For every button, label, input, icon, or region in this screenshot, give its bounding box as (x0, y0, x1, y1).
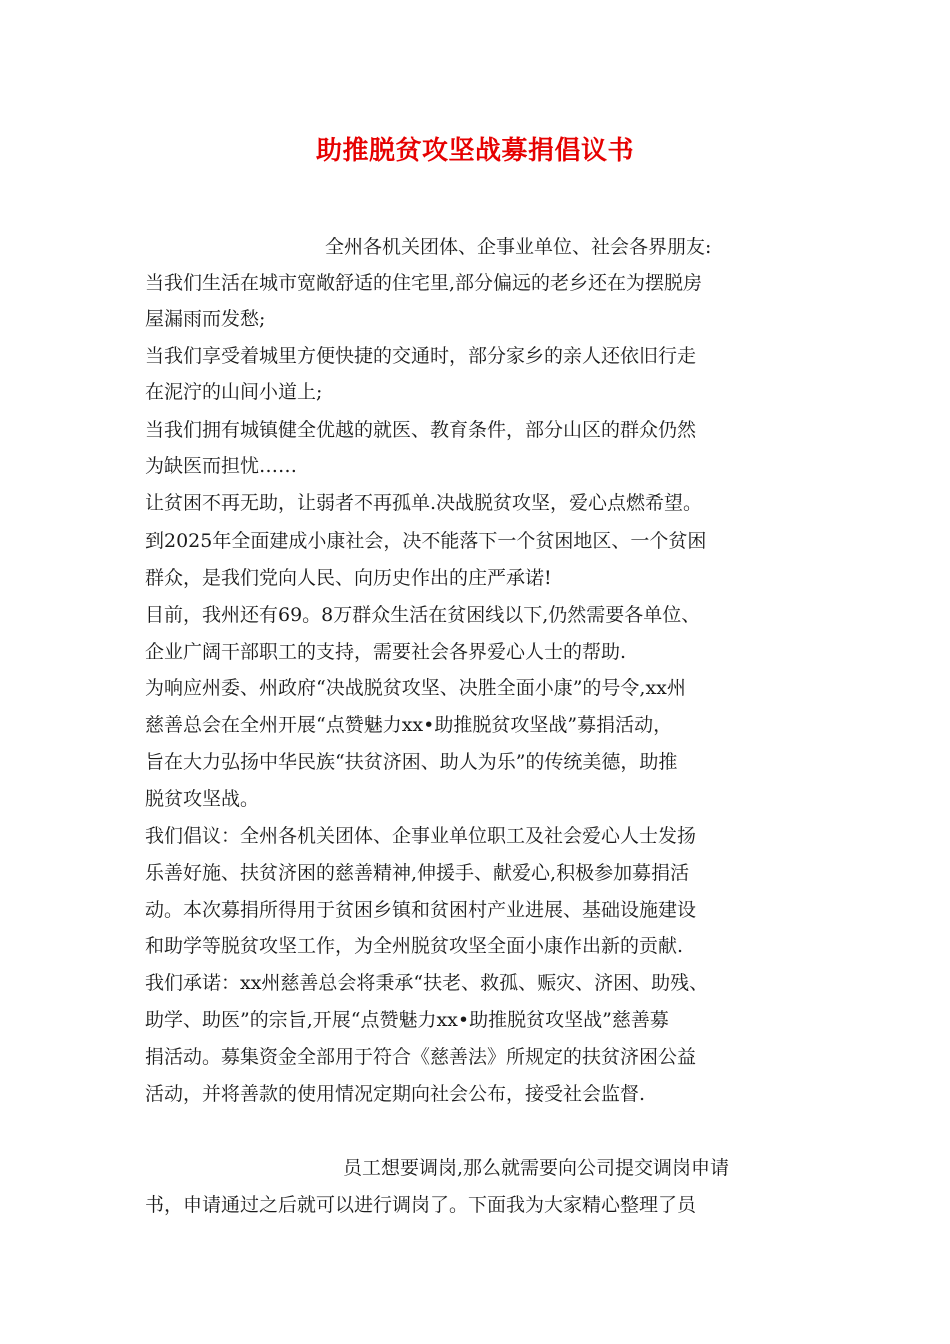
body-line: 助学、助医”的宗旨,开展“点赞魅力xx•助推脱贫攻坚战”慈善募 (145, 1009, 669, 1031)
body-line: 员工想要调岗,那么就需要向公司提交调岗申请 (343, 1157, 730, 1179)
body-line: 捐活动。募集资金全部用于符合《慈善法》所规定的扶贫济困公益 (145, 1046, 697, 1068)
body-line: 为缺医而担忧…… (145, 455, 298, 477)
body-line: 企业广阔干部职工的支持，需要社会各界爱心人士的帮助. (145, 641, 627, 663)
body-line: 我们承诺：xx州慈善总会将秉承“扶老、救孤、赈灾、济困、助残、 (145, 972, 709, 994)
document-title: 助推脱贫攻坚战募捐倡议书 (315, 136, 634, 166)
body-line: 当我们拥有城镇健全优越的就医、教育条件，部分山区的群众仍然 (145, 419, 697, 441)
body-line: 我们倡议：全州各机关团体、企事业单位职工及社会爱心人士发扬 (145, 825, 697, 847)
body-line: 书，申请通过之后就可以进行调岗了。下面我为大家精心整理了员 (145, 1194, 697, 1216)
body-line: 旨在大力弘扬中华民族“扶贫济困、助人为乐”的传统美德，助推 (145, 751, 678, 773)
body-line: 动。本次募捐所得用于贫困乡镇和贫困村产业进展、基础设施建设 (145, 899, 697, 921)
body-line: 在泥泞的山间小道上; (145, 381, 323, 403)
body-line: 让贫困不再无助，让弱者不再孤单.决战脱贫攻坚，爱心点燃希望。 (145, 492, 703, 514)
body-line: 群众，是我们党向人民、向历史作出的庄严承诺! (145, 567, 552, 589)
body-line: 慈善总会在全州开展“点赞魅力xx•助推脱贫攻坚战”募捐活动， (145, 714, 673, 736)
body-line: 当我们生活在城市宽敞舒适的住宅里,部分偏远的老乡还在为摆脱房 (145, 272, 703, 294)
body-line: 为响应州委、州政府“决战脱贫攻坚、决胜全面小康”的号令,xx州 (145, 677, 686, 699)
body-line: 脱贫攻坚战。 (145, 788, 260, 810)
body-line: 到2025年全面建成小康社会，决不能落下一个贫困地区、一个贫困 (145, 530, 707, 552)
body-line: 活动，并将善款的使用情况定期向社会公布，接受社会监督. (145, 1083, 646, 1105)
body-line: 乐善好施、扶贫济困的慈善精神,伸援手、献爱心,积极参加募捐活 (145, 862, 690, 884)
body-line: 当我们享受着城里方便快捷的交通时，部分家乡的亲人还依旧行走 (145, 345, 697, 367)
body-line: 目前，我州还有69。8万群众生活在贫困线以下,仍然需要各单位、 (145, 604, 701, 626)
body-line: 和助学等脱贫攻坚工作，为全州脱贫攻坚全面小康作出新的贡献. (145, 935, 684, 957)
body-line: 屋漏雨而发愁; (145, 308, 266, 330)
salutation-line: 全州各机关团体、企事业单位、社会各界朋友: (325, 236, 712, 258)
